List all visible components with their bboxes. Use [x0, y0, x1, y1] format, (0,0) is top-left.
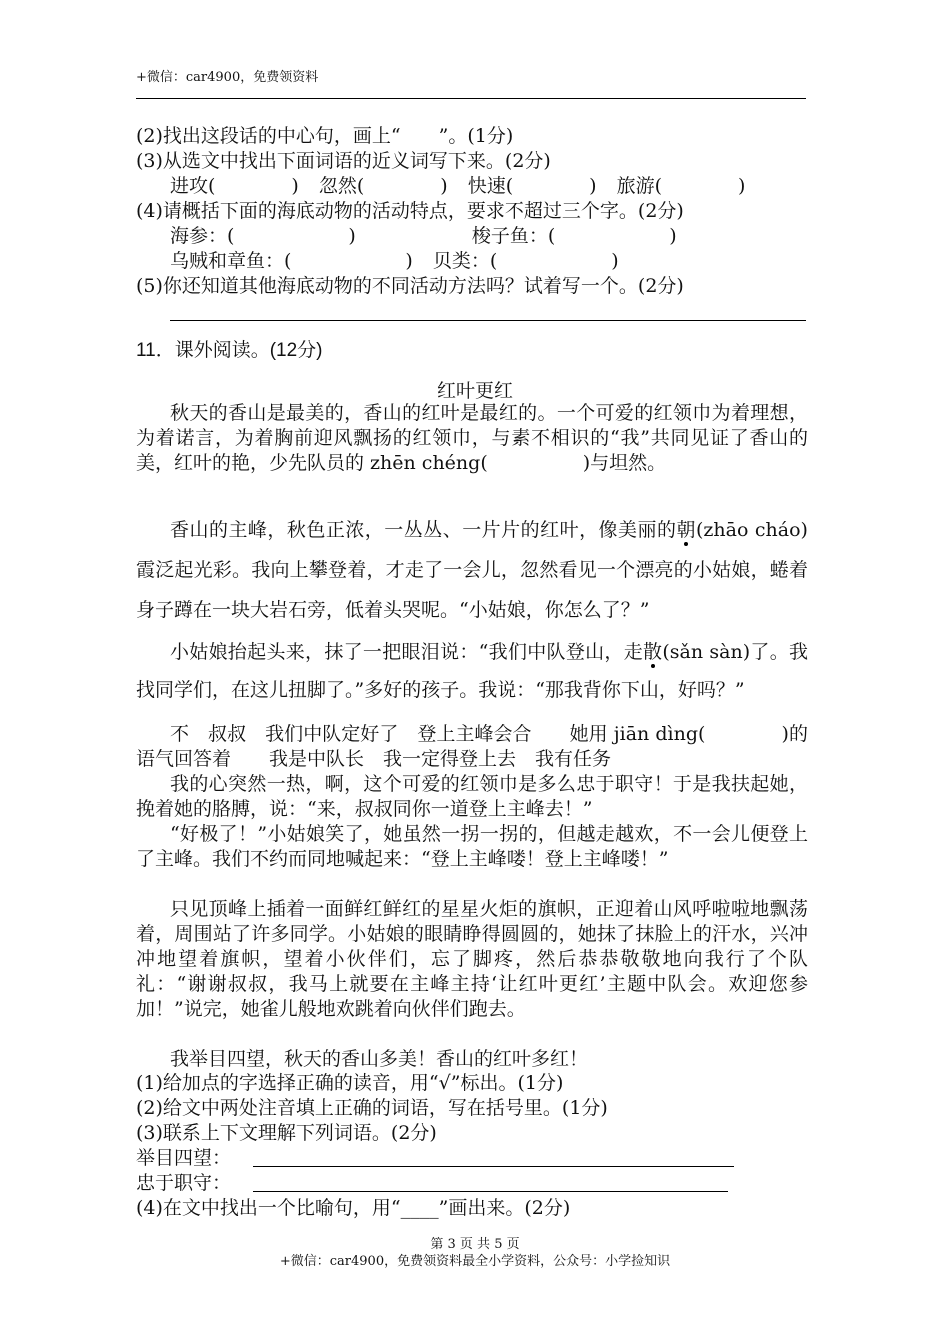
feature-blank[interactable]: 梭子鱼：( ) — [471, 225, 677, 247]
feature-blank[interactable]: 乌贼和章鱼：( ) — [170, 250, 413, 272]
header-watermark: +微信：car4900，免费领资料 — [136, 70, 319, 85]
synonym-blank[interactable]: 旅游( ) — [616, 175, 746, 197]
question-4-line-2 — [170, 249, 619, 274]
paragraph-5: 我的心突然一热，啊，这个可爱的红领巾是多么忠于职守！于是我扶起她，挽着她的胳膊，说：“来，叔叔同你一道登上主峰去！” — [136, 773, 808, 820]
header-rule — [136, 98, 806, 99]
synonym-blank[interactable]: 进攻( ) — [170, 175, 299, 197]
synonym-blank[interactable]: 忽然( ) — [318, 175, 448, 197]
answer-line[interactable] — [253, 1166, 734, 1167]
paragraph-6: “好极了！”小姑娘笑了，她虽然一拐一拐的，但越走越欢，不一会儿便登上了主峰。我们不约而同地喊起来：“登上主峰喽！登上主峰喽！” — [136, 823, 808, 870]
sub-question-3: (3)联系上下文理解下列词语。(2分) — [136, 1122, 437, 1144]
dotted-char: 朝 — [676, 519, 696, 541]
question-4-line-1 — [170, 224, 677, 249]
paragraph-1: 秋天的香山是最美的，香山的红叶是最红的。一个可爱的红领巾为着理想，为着诺言，为着胸前迎风飘扬的红领巾，与素不相识的“我”共同见证了香山的美，红叶的艳，少先队员的 zhēn chéng( )与坦然。 — [136, 402, 808, 474]
sub-question-2: (2)给文中两处注音填上正确的词语，写在括号里。(1分) — [136, 1097, 608, 1119]
section-heading: 11．课外阅读。(12分) — [136, 340, 323, 361]
footer-note: +微信：car4900，免费领资料最全小学资料，公众号：小学捡知识 — [279, 1254, 671, 1269]
answer-line[interactable] — [253, 1191, 728, 1192]
paragraph-2: 香山的主峰，秋色正浓，一丛丛、一片片的红叶，像美丽的朝(zhāo cháo)霞泛起光彩。我向上攀登着，才走了一会儿，忽然看见一个漂亮的小姑娘，蜷着身子蹲在一块大岩石旁，低着头哭呢。“小姑娘，你怎么了？” — [136, 519, 808, 621]
paragraph-3: 小姑娘抬起头来，抹了一把眼泪说：“我们中队登山，走散(sǎn sàn)了。我找同学们，在这儿扭脚了。”多好的孩子。我说：“那我背你下山，好吗？” — [136, 641, 808, 701]
answer-line[interactable] — [170, 320, 806, 321]
synonym-blank[interactable]: 快速( ) — [467, 175, 597, 197]
paragraph-8: 我举目四望，秋天的香山多美！香山的红叶多红！ — [170, 1048, 589, 1070]
passage-title: 红叶更红 — [436, 380, 513, 402]
question-3: (3)从选文中找出下面词语的近义词写下来。(2分) — [136, 150, 551, 172]
paragraph-7: 只见顶峰上插着一面鲜红鲜红的星星火炬的旗帜，正迎着山风呼啦啦地飘荡着，周围站了许多同学。小姑娘的眼睛睁得圆圆的，她抹了抹脸上的汗水，兴冲冲地望着旗帜，望着小伙伴们，忘了脚疼，然后恭恭敬敬地向我行了个队礼：“谢谢叔叔，我马上就要在主峰主持‘让红叶更红’主题中队会。欢迎您参加！”说完，她雀儿般地欢跳着向伙伴们跑去。 — [136, 898, 808, 1020]
term-jumu-siwang: 举目四望： — [136, 1147, 232, 1169]
sub-question-4: (4)在文中找出一个比喻句，用“____”画出来。(2分) — [136, 1197, 571, 1219]
feature-blank[interactable]: 贝类：( ) — [432, 250, 619, 272]
page-number: 第 3 页 共 5 页 — [430, 1237, 520, 1252]
dotted-char: 散 — [643, 641, 663, 663]
question-4: (4)请概括下面的海底动物的活动特点，要求不超过三个字。(2分) — [136, 200, 684, 222]
question-3-words — [170, 174, 745, 199]
question-5: (5)你还知道其他海底动物的不同活动方法吗？试着写一个。(2分) — [136, 275, 684, 297]
feature-blank[interactable]: 海参：( ) — [170, 225, 356, 247]
paragraph-4: 不 叔叔 我们中队定好了 登上主峰会合 她用 jiān dìng( )的语气回答着 我是中队长 我一定得登上去 我有任务 — [136, 723, 808, 770]
sub-question-1: (1)给加点的字选择正确的读音，用“√”标出。(1分) — [136, 1072, 564, 1094]
term-zhongyu-zhishou: 忠于职守： — [136, 1172, 232, 1194]
question-2: (2)找出这段话的中心句，画上“ ”。(1分) — [136, 125, 514, 147]
